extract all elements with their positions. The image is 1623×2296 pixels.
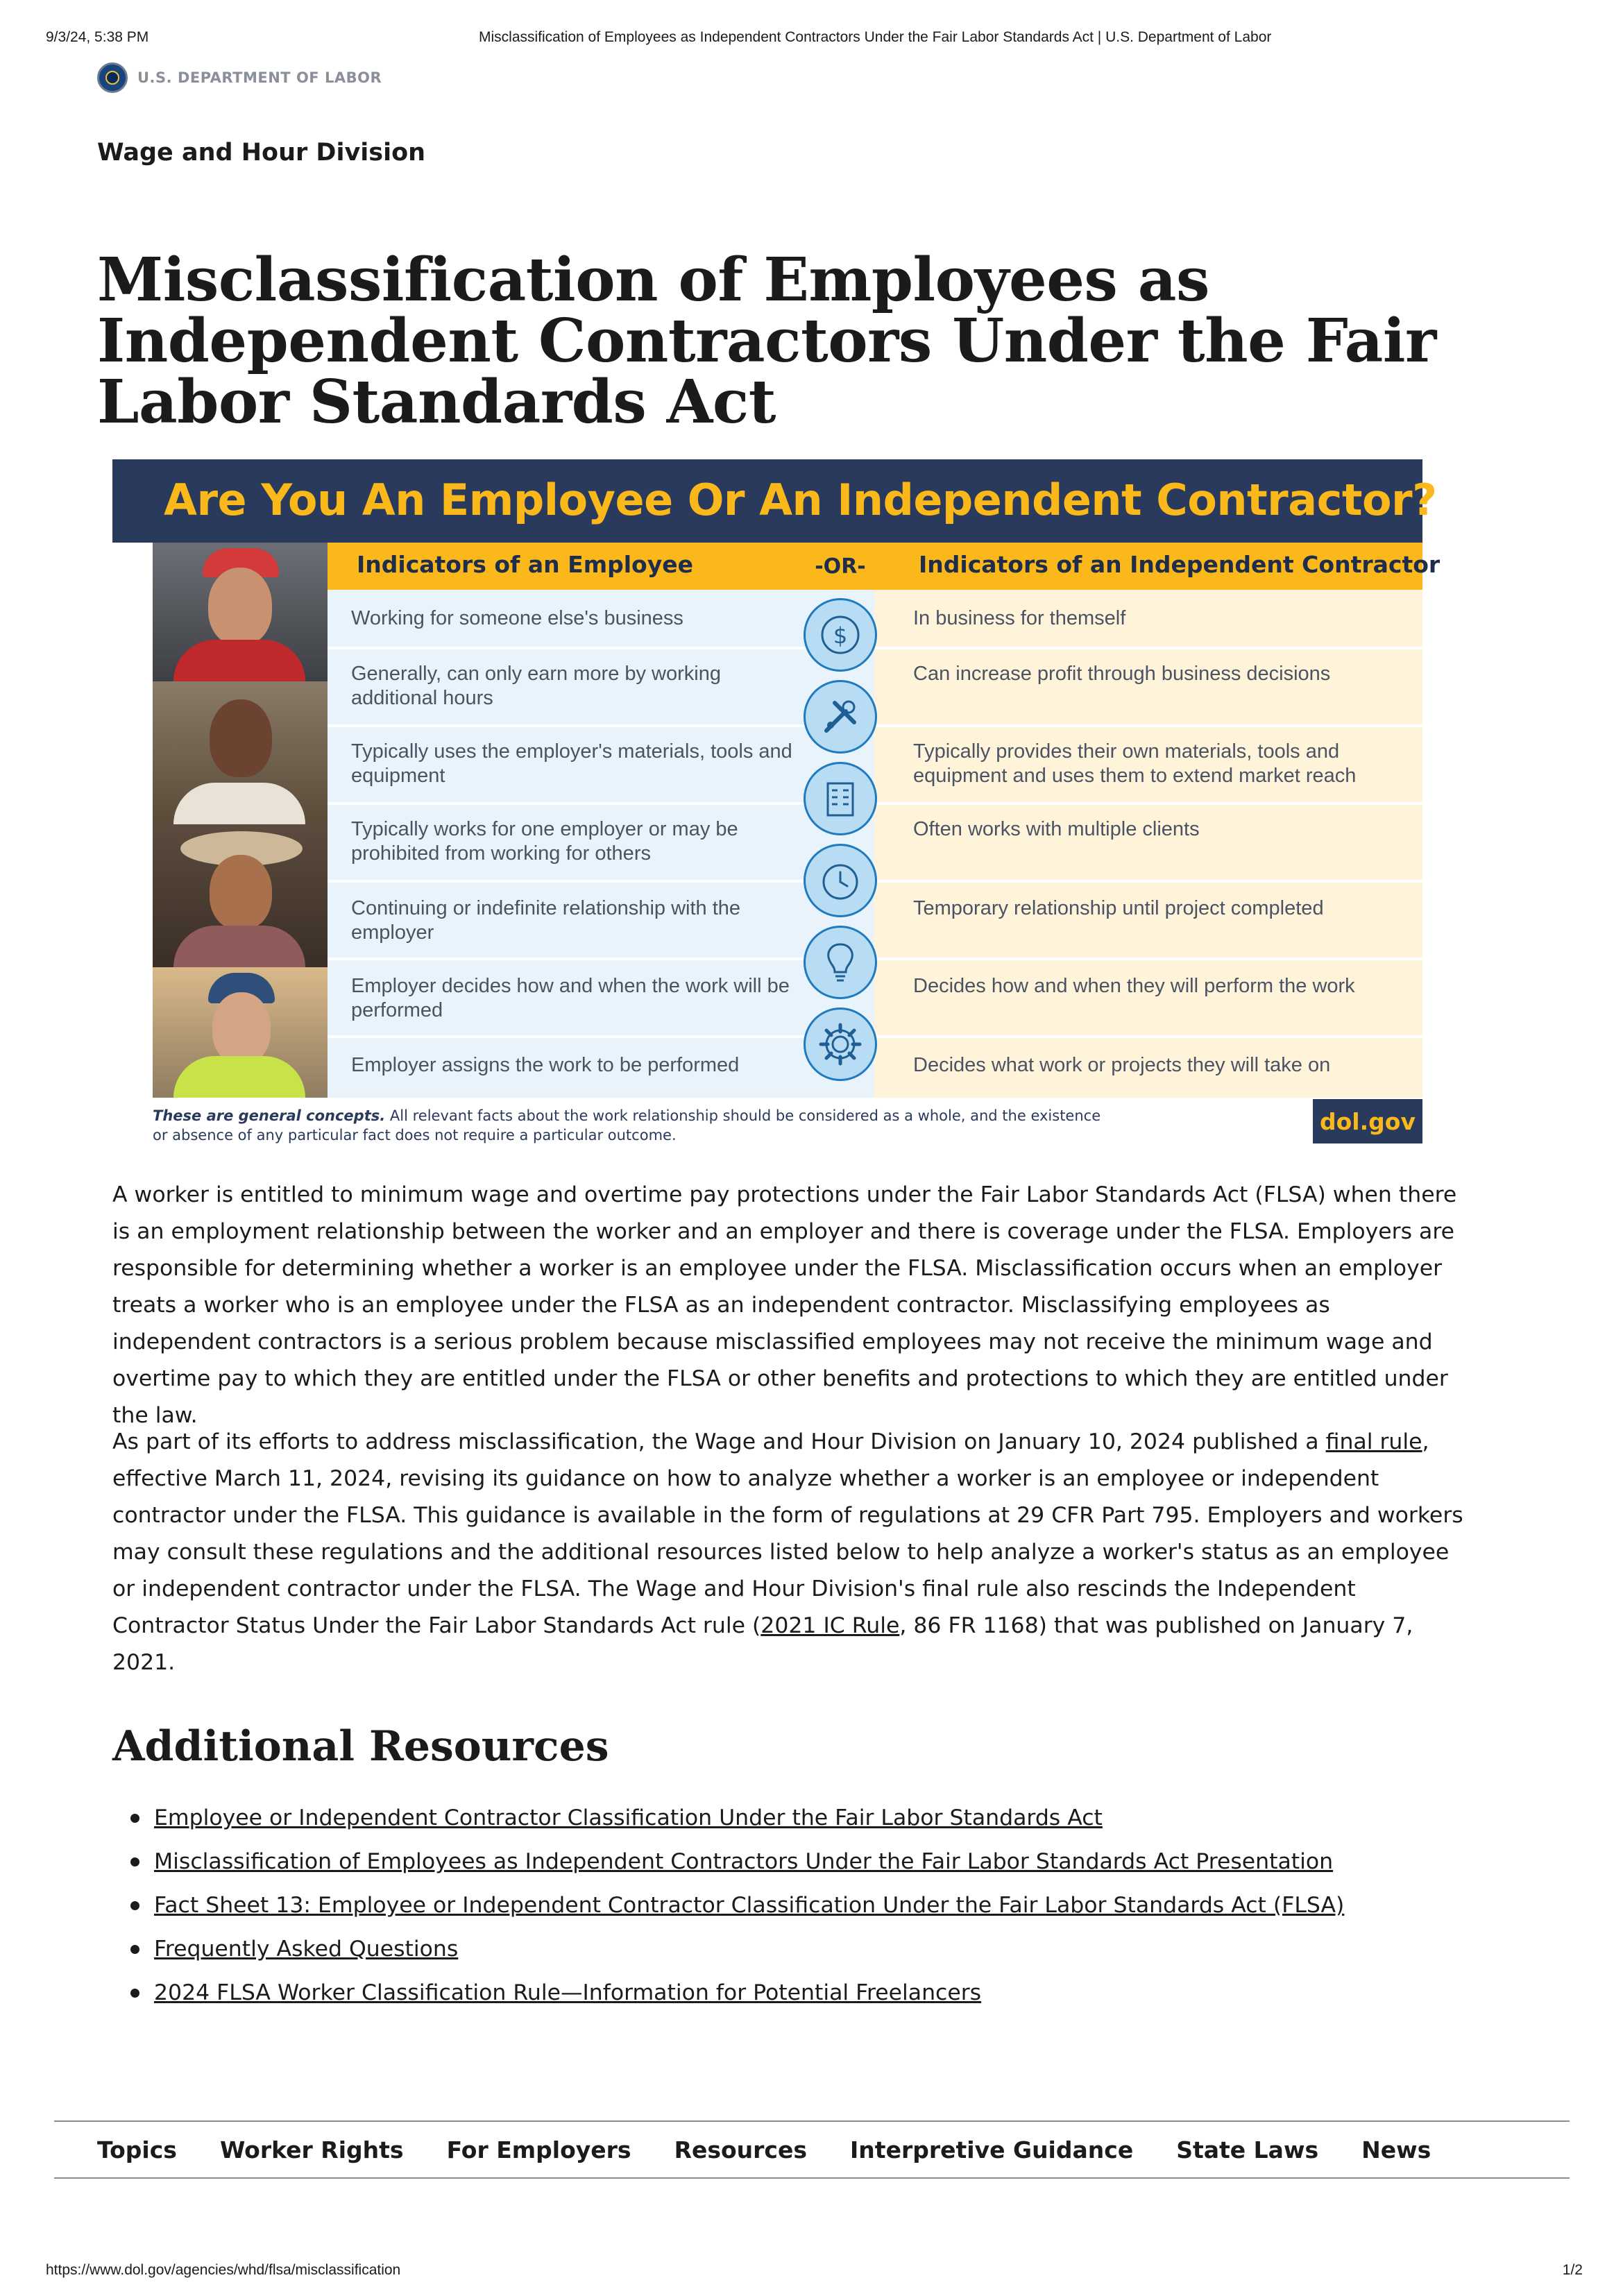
nav-item-state-laws[interactable]: State Laws <box>1176 2136 1319 2163</box>
contractor-indicator-text: Temporary relationship until project completed <box>913 897 1324 919</box>
resource-link[interactable]: Fact Sheet 13: Employee or Independent Contractor Classification Under the Fair Labor Standards Act (FLSA) <box>154 1893 1345 1918</box>
ic-rule-2021-link[interactable]: 2021 IC Rule <box>760 1613 900 1638</box>
employee-indicator-text: Employer decides how and when the work will be performed <box>351 975 790 1021</box>
employee-indicator-text: Generally, can only earn more by working additional hours <box>351 663 721 709</box>
list-item <box>154 1891 1344 1935</box>
additional-resources-heading: Additional Resources <box>112 1722 609 1771</box>
infographic-title: Are You An Employee Or An Independent Contractor? <box>164 475 1437 525</box>
list-item <box>154 1848 1344 1891</box>
worker-photo <box>153 824 328 967</box>
print-page-title: Misclassification of Employees as Independent Contractors Under the Fair Labor Standards Act | U.S. Department of Labor <box>479 29 1272 45</box>
agency-logo[interactable] <box>97 62 382 93</box>
or-label: -OR- <box>806 547 874 585</box>
nav-item-for-employers[interactable]: For Employers <box>446 2136 631 2163</box>
paragraph-text: , 86 FR 1168) that was published on January 7, 2021. <box>112 1613 1413 1675</box>
footnote-lead: These are general concepts. <box>153 1107 386 1124</box>
clock-icon <box>804 844 877 917</box>
dolgov-badge: dol.gov <box>1313 1099 1422 1143</box>
print-date: 9/3/24, 5:38 PM <box>46 29 149 45</box>
worker-photo <box>153 681 328 824</box>
list-item <box>154 1979 1344 2023</box>
print-page-number: 1/2 <box>1562 2262 1583 2278</box>
contractor-indicators-heading: Indicators of an Independent Contractor <box>919 551 1441 578</box>
infographic-banner <box>112 459 1437 543</box>
resource-link[interactable]: Misclassification of Employees as Independent Contractors Under the Fair Labor Standards Act Presentation <box>154 1849 1334 1874</box>
dollar-icon <box>804 598 877 672</box>
contractor-indicator-text: In business for themself <box>913 607 1126 629</box>
worker-photo <box>153 967 328 1098</box>
final-rule-paragraph <box>112 1424 1465 1681</box>
employee-indicator-text: Continuing or indefinite relationship with the employer <box>351 897 741 944</box>
nav-item-resources[interactable]: Resources <box>674 2136 808 2163</box>
nav-item-topics[interactable]: Topics <box>97 2136 177 2163</box>
tools-icon <box>804 680 877 754</box>
final-rule-link[interactable]: final rule <box>1325 1429 1422 1454</box>
contractor-indicator-text: Often works with multiple clients <box>913 818 1200 840</box>
contractor-indicator-row <box>874 649 1422 724</box>
contractor-indicator-row <box>874 805 1422 880</box>
employee-indicators-heading: Indicators of an Employee <box>357 551 693 578</box>
resources-list <box>154 1804 1344 2023</box>
gear-icon <box>804 1007 877 1081</box>
division-name[interactable]: Wage and Hour Division <box>97 139 426 167</box>
employee-indicator-text: Employer assigns the work to be performed <box>351 1054 740 1076</box>
contractor-indicator-text: Can increase profit through business decisions <box>913 663 1331 685</box>
worker-photo <box>153 543 328 681</box>
employee-indicator-text: Typically works for one employer or may be prohibited from working for others <box>351 818 738 865</box>
building-icon <box>804 762 877 835</box>
resource-link[interactable]: Employee or Independent Contractor Classification Under the Fair Labor Standards Act <box>154 1805 1103 1830</box>
agency-name: U.S. DEPARTMENT OF LABOR <box>137 69 382 86</box>
paragraph-text: , effective March 11, 2024, revising its guidance on how to analyze whether a worker is an employee or independent contractor under the FLSA. This guidance is available in the form of regulations at 29 CFR Part 795. Employers and workers may consult these regulations and the additional resources listed below to help analyze a worker's status as an employee or independent contractor under the FLSA. The Wage and Hour Division's final rule also rescinds the Independent Contractor Status Under the Fair Labor Standards Act rule ( <box>112 1429 1463 1638</box>
employee-indicator-text: Working for someone else's business <box>351 607 683 629</box>
contractor-indicator-text: Typically provides their own materials, tools and equipment and uses them to extend market reach <box>913 740 1357 787</box>
contractor-indicator-text: Decides how and when they will perform the work <box>913 975 1355 997</box>
employee-indicator-text: Typically uses the employer's materials, tools and equipment <box>351 740 792 787</box>
nav-item-news[interactable]: News <box>1361 2136 1431 2163</box>
bottom-nav <box>54 2120 1570 2179</box>
paragraph-text: As part of its efforts to address misclassification, the Wage and Hour Division on January 10, 2024 published a <box>112 1429 1326 1454</box>
nav-item-worker-rights[interactable]: Worker Rights <box>219 2136 404 2163</box>
footnote-text: All relevant facts about the work relationship should be considered as a whole, and the existence or absence of any particular fact does not require a particular outcome. <box>153 1107 1101 1143</box>
svg-text:$: $ <box>833 622 848 649</box>
nav-item-interpretive-guidance[interactable]: Interpretive Guidance <box>850 2136 1134 2163</box>
dol-seal-icon <box>97 62 128 93</box>
worker-photos <box>153 543 328 1098</box>
resource-link[interactable]: Frequently Asked Questions <box>154 1937 459 1962</box>
print-url: https://www.dol.gov/agencies/whd/flsa/misclassification <box>46 2262 401 2278</box>
list-item <box>154 1804 1344 1848</box>
infographic-footnote <box>153 1106 1110 1145</box>
resource-link[interactable]: 2024 FLSA Worker Classification Rule—Information for Potential Freelancers <box>154 1980 982 2005</box>
infographic <box>112 459 1441 1146</box>
lightbulb-icon <box>804 926 877 999</box>
page-title: Misclassification of Employees as Independent Contractors Under the Fair Labor Standards Act <box>97 245 1436 437</box>
list-item <box>154 1935 1344 1979</box>
contractor-indicator-text: Decides what work or projects they will take on <box>913 1054 1331 1076</box>
intro-paragraph: A worker is entitled to minimum wage and overtime pay protections under the Fair Labor Standards Act (FLSA) when there is an employment relationship between the worker and an employer and there is coverage under the FLSA. Employers are responsible for determining whether a worker is an employee under the FLSA. Misclassification occurs when an employer treats a worker who is an employee under the FLSA as an independent contractor. Misclassifying employees as independent contractors is a serious problem because misclassified employees may not receive the minimum wage and overtime pay to which they are entitled under the FLSA or other benefits and protections to which they are entitled under the law. <box>112 1182 1457 1428</box>
